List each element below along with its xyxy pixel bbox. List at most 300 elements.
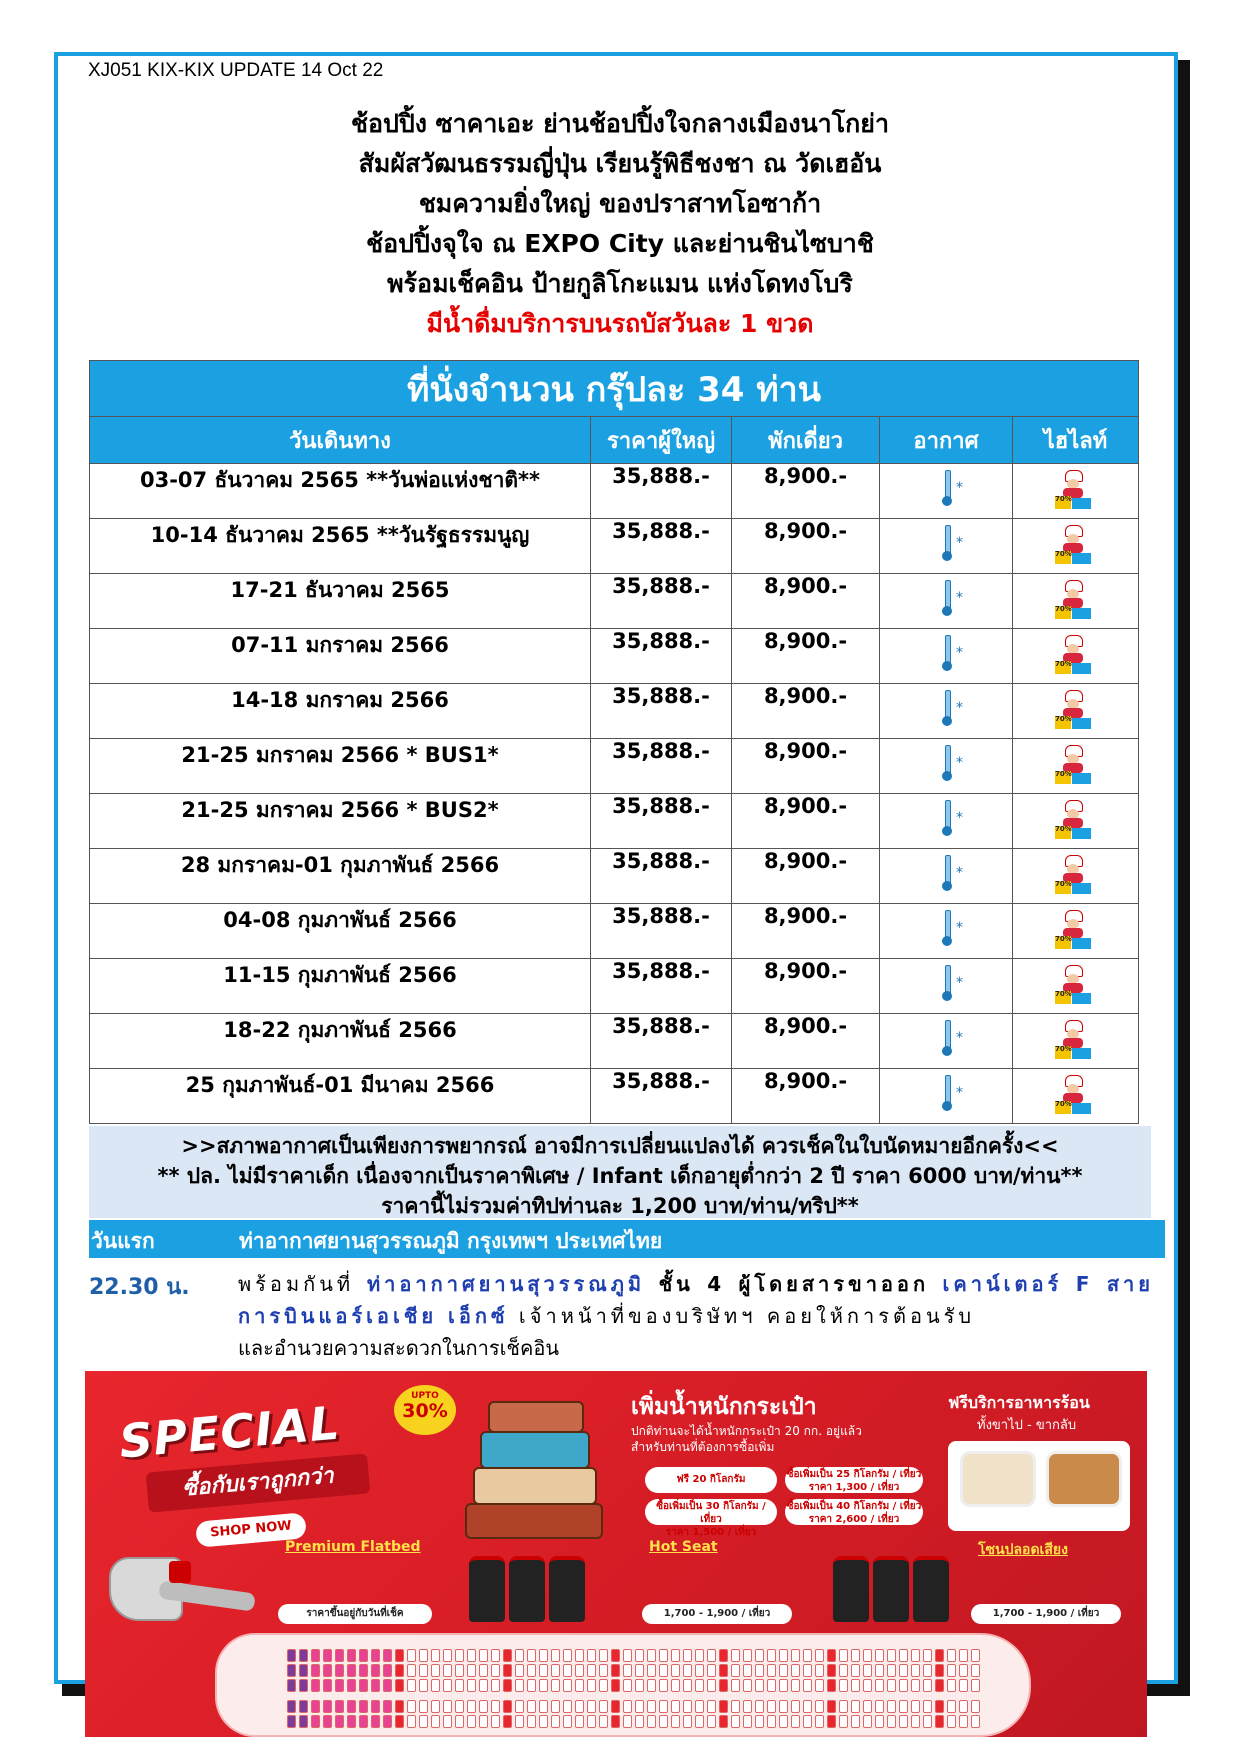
highlight-badge: 70% — [1055, 606, 1071, 619]
snowflake-icon: * — [956, 590, 963, 606]
seat-map-seat — [779, 1700, 788, 1713]
seat-map-seat — [395, 1679, 404, 1692]
highlight-character-icon — [1055, 745, 1091, 785]
suitcase-icon — [465, 1503, 603, 1539]
snowflake-icon: * — [956, 810, 963, 826]
seat-map-seat — [599, 1700, 608, 1713]
seat-map-seat — [947, 1700, 956, 1713]
seat-map-seat — [515, 1700, 524, 1713]
seat-label-hot-seat: Hot Seat — [649, 1539, 718, 1555]
row-travel-date: 28 มกราคม-01 กุมภาพันธ์ 2566 — [90, 849, 591, 904]
highlight-character-icon — [1055, 910, 1091, 950]
seat-map-seat — [419, 1715, 428, 1728]
seat-map-seat — [467, 1715, 476, 1728]
highlight-badge: 70% — [1055, 496, 1071, 509]
row-travel-date: 03-07 ธันวาคม 2565 **วันพ่อแห่งชาติ** — [90, 464, 591, 519]
seat-map-seat — [851, 1664, 860, 1677]
seat-map-seat — [347, 1700, 356, 1713]
row-adult-price: 35,888.- — [591, 574, 732, 629]
row-single-supplement: 8,900.- — [732, 519, 880, 574]
snowflake-icon: * — [956, 1030, 963, 1046]
seat-map-seat — [755, 1715, 764, 1728]
seat-map-seat — [707, 1700, 716, 1713]
seat-map-seat — [959, 1700, 968, 1713]
seat-map-seat — [503, 1715, 512, 1728]
header-weather: อากาศ — [880, 417, 1013, 464]
seat-map-seat — [407, 1715, 416, 1728]
seat-map-seat — [707, 1649, 716, 1662]
seat-map-seat — [875, 1664, 884, 1677]
seat-map-seat — [419, 1679, 428, 1692]
seat-map-seat — [611, 1664, 620, 1677]
desc-airport: ท่าอากาศยานสุวรรณภูมิ — [366, 1272, 646, 1296]
seat-map-seat — [887, 1664, 896, 1677]
seat-map-seat — [707, 1715, 716, 1728]
thermometer-snow-icon — [942, 1075, 952, 1111]
seat-map-seat — [611, 1679, 620, 1692]
day1-label: วันแรก — [91, 1229, 155, 1253]
seat-map-seat — [683, 1715, 692, 1728]
suitcase-icon — [473, 1467, 597, 1505]
row-single-supplement: 8,900.- — [732, 794, 880, 849]
seat-map-seat — [311, 1679, 320, 1692]
seat-map-seat — [779, 1649, 788, 1662]
seat-map-seat — [767, 1715, 776, 1728]
quiet-zone-seat-image — [913, 1556, 949, 1622]
seat-map-seat — [395, 1700, 404, 1713]
banner-subtitle: ซื้อกับเราถูกกว่า — [146, 1453, 371, 1512]
seat-map-seat — [323, 1664, 332, 1677]
row-highlight — [1013, 1069, 1139, 1124]
seat-map-seat — [527, 1649, 536, 1662]
hot-seat-image — [509, 1556, 545, 1622]
seat-map-seat — [875, 1715, 884, 1728]
seat-map-seat — [743, 1649, 752, 1662]
baggage-option-30-label: ซื้อเพิ่มเป็น 30 กิโลกรัม / เที่ยว — [656, 1501, 766, 1525]
seat-map-seat — [443, 1679, 452, 1692]
baggage-option-25-label: ซื้อเพิ่มเป็น 25 กิโลกรัม / เที่ยว — [786, 1469, 922, 1480]
row-weather — [880, 629, 1013, 684]
seat-map-seat — [731, 1664, 740, 1677]
seat-map-seat — [959, 1715, 968, 1728]
seat-map-seat — [503, 1679, 512, 1692]
seat-map-seat — [419, 1649, 428, 1662]
seat-map-seat — [563, 1679, 572, 1692]
seat-map-seat — [575, 1649, 584, 1662]
seat-map-seat — [455, 1664, 464, 1677]
highlight-badge: 70% — [1055, 826, 1071, 839]
seat-map-seat — [527, 1679, 536, 1692]
seat-map-seat — [695, 1715, 704, 1728]
seat-map-seat — [911, 1664, 920, 1677]
seat-map-seat — [311, 1700, 320, 1713]
headline-1: ช้อปปิ้ง ซาคาเอะ ย่านช้อปปิ้งใจกลางเมืองนาโกย่า — [351, 109, 889, 138]
desc-part-1: พร้อมกันที่ — [238, 1272, 367, 1296]
seat-map-seat — [767, 1700, 776, 1713]
seat-map-seat — [635, 1700, 644, 1713]
thermometer-snow-icon — [942, 800, 952, 836]
seat-map-seat — [803, 1679, 812, 1692]
seat-map-seat — [827, 1679, 836, 1692]
seat-map-seat — [923, 1700, 932, 1713]
table-row — [90, 1069, 1139, 1124]
seat-map-seat — [839, 1649, 848, 1662]
seat-map-seat — [563, 1664, 572, 1677]
seat-map-seat — [503, 1649, 512, 1662]
thermometer-snow-icon — [942, 470, 952, 506]
seat-map-seat — [791, 1715, 800, 1728]
seat-map-seat — [803, 1700, 812, 1713]
seat-map-seat — [683, 1664, 692, 1677]
seat-map-seat — [935, 1664, 944, 1677]
seat-map-seat — [491, 1715, 500, 1728]
seat-map-seat — [611, 1649, 620, 1662]
seat-map-seat — [479, 1664, 488, 1677]
row-adult-price: 35,888.- — [591, 1069, 732, 1124]
headline-4: ช้อปปิ้งจุใจ ณ EXPO City และย่านชินไซบาชิ — [366, 229, 874, 258]
seat-map-seat — [659, 1715, 668, 1728]
seat-map-seat — [347, 1649, 356, 1662]
seat-map-seat — [515, 1664, 524, 1677]
seat-map-seat — [455, 1649, 464, 1662]
seat-map-seat — [959, 1649, 968, 1662]
seat-map-seat — [935, 1679, 944, 1692]
seat-map-seat — [863, 1649, 872, 1662]
header-highlight: ไฮไลท์ — [1013, 417, 1139, 464]
thermometer-snow-icon — [942, 745, 952, 781]
snowflake-icon: * — [956, 865, 963, 881]
seat-map-seat — [683, 1700, 692, 1713]
seat-map-seat — [767, 1649, 776, 1662]
baggage-note-line-1: ปกติท่านจะได้น้ำหนักกระเป๋า 20 กก. อยู่แล้ว — [631, 1424, 862, 1438]
table-row — [90, 574, 1139, 629]
row-single-supplement: 8,900.- — [732, 849, 880, 904]
seat-map-seat — [503, 1700, 512, 1713]
row-travel-date: 25 กุมภาพันธ์-01 มีนาคม 2566 — [90, 1069, 591, 1124]
seat-map-seat — [563, 1700, 572, 1713]
baggage-title: เพิ่มน้ำหนักกระเป๋า — [631, 1394, 817, 1420]
row-travel-date: 11-15 กุมภาพันธ์ 2566 — [90, 959, 591, 1014]
highlight-badge: 70% — [1055, 936, 1071, 949]
baggage-option-40 — [785, 1499, 923, 1525]
seat-map-seat — [923, 1715, 932, 1728]
seat-map-seat — [371, 1649, 380, 1662]
seat-map-seat — [467, 1679, 476, 1692]
seat-map-seat — [863, 1664, 872, 1677]
snowflake-icon: * — [956, 755, 963, 771]
note-weather: >>สภาพอากาศเป็นเพียงการพยากรณ์ อาจมีการเปลี่ยนแปลงได้ ควรเช็คในใบนัดหมายอีกครั้ง<< — [181, 1134, 1059, 1158]
seat-map-seat — [467, 1649, 476, 1662]
seat-map-seat — [383, 1679, 392, 1692]
highlight-badge: 70% — [1055, 1101, 1071, 1114]
badge-percent: 30% — [402, 1400, 448, 1422]
seat-map-seat — [467, 1700, 476, 1713]
seat-map-seat — [323, 1679, 332, 1692]
baggage-option-25 — [785, 1467, 923, 1493]
seat-map-seat — [359, 1649, 368, 1662]
table-row — [90, 794, 1139, 849]
row-weather — [880, 904, 1013, 959]
note-child-price: ** ปล. ไม่มีราคาเด็ก เนื่องจากเป็นราคาพิเศษ / Infant เด็กอายุต่ำกว่า 2 ปี ราคา 6000 บาท/ท่าน** — [157, 1164, 1083, 1188]
row-highlight — [1013, 794, 1139, 849]
header-travel-date: วันเดินทาง — [90, 417, 591, 464]
seat-map-seat — [863, 1679, 872, 1692]
snowflake-icon: * — [956, 480, 963, 496]
shop-now-button[interactable]: SHOP NOW — [195, 1512, 307, 1547]
seat-map-seat — [419, 1664, 428, 1677]
table-row — [90, 519, 1139, 574]
seat-map-seat — [707, 1679, 716, 1692]
seat-map-seat — [371, 1700, 380, 1713]
highlight-character-icon — [1055, 1075, 1091, 1115]
highlight-badge: 70% — [1055, 991, 1071, 1004]
seat-map-seat — [755, 1664, 764, 1677]
highlight-character-icon — [1055, 580, 1091, 620]
seat-map-seat — [587, 1664, 596, 1677]
snowflake-icon: * — [956, 700, 963, 716]
seat-map-seat — [359, 1679, 368, 1692]
row-adult-price: 35,888.- — [591, 849, 732, 904]
seat-map-seat — [671, 1700, 680, 1713]
seat-map-seat — [731, 1700, 740, 1713]
seat-map-seat — [827, 1649, 836, 1662]
seat-map-seat — [371, 1679, 380, 1692]
seat-map-seat — [575, 1664, 584, 1677]
row-highlight — [1013, 849, 1139, 904]
row-single-supplement: 8,900.- — [732, 574, 880, 629]
seat-map-seat — [719, 1679, 728, 1692]
day1-header — [89, 1220, 1165, 1258]
seat-map-seat — [587, 1679, 596, 1692]
seat-map-seat — [719, 1649, 728, 1662]
seat-map-seat — [803, 1664, 812, 1677]
seat-map-seat — [335, 1679, 344, 1692]
seat-map-seat — [803, 1715, 812, 1728]
seat-map-seat — [971, 1700, 980, 1713]
seat-map-seat — [491, 1664, 500, 1677]
desc-counter: เคาน์เตอร์ F สายการบินแอร์เอเชีย เอ็กซ์ — [238, 1272, 1154, 1328]
row-travel-date: 21-25 มกราคม 2566 * BUS1* — [90, 739, 591, 794]
seat-map-seat — [503, 1664, 512, 1677]
seat-map-seat — [911, 1715, 920, 1728]
seat-map-seat — [455, 1679, 464, 1692]
seat-map-seat — [479, 1700, 488, 1713]
seat-map-seat — [959, 1679, 968, 1692]
seat-price-premium-flatbed: ราคาขึ้นอยู่กับวันที่เช็ค — [278, 1604, 432, 1624]
seat-map-seat — [563, 1715, 572, 1728]
highlight-badge: 70% — [1055, 881, 1071, 894]
seat-map-seat — [383, 1700, 392, 1713]
seat-map-seat — [347, 1715, 356, 1728]
seat-map-seat — [767, 1664, 776, 1677]
hot-meal-title: ฟรีบริการอาหารร้อน — [948, 1393, 1090, 1412]
highlight-character-icon — [1055, 965, 1091, 1005]
seat-map-seat — [815, 1649, 824, 1662]
seat-map-seat — [347, 1679, 356, 1692]
seat-map-seat — [875, 1700, 884, 1713]
seat-map-seat — [911, 1649, 920, 1662]
seat-map-seat — [695, 1649, 704, 1662]
seat-map-seat — [839, 1700, 848, 1713]
table-row — [90, 464, 1139, 519]
thermometer-snow-icon — [942, 1020, 952, 1056]
seat-map-seat — [815, 1664, 824, 1677]
hot-meal-subtitle: ทั้งขาไป - ขากลับ — [977, 1418, 1077, 1433]
seat-map-seat — [887, 1649, 896, 1662]
seat-map-seat — [911, 1679, 920, 1692]
row-adult-price: 35,888.- — [591, 959, 732, 1014]
table-row — [90, 849, 1139, 904]
seat-map-seat — [743, 1715, 752, 1728]
seat-map-seat — [431, 1700, 440, 1713]
seat-map-seat — [527, 1664, 536, 1677]
row-weather — [880, 959, 1013, 1014]
highlight-character-icon — [1055, 470, 1091, 510]
seat-map-seat — [395, 1664, 404, 1677]
aircraft-seat-map — [215, 1633, 1031, 1737]
seat-map-seat — [551, 1649, 560, 1662]
seat-map-seat — [707, 1664, 716, 1677]
seat-map-seat — [899, 1715, 908, 1728]
row-weather — [880, 1069, 1013, 1124]
seat-map-seat — [335, 1700, 344, 1713]
seat-map-seat — [743, 1700, 752, 1713]
baggage-option-30-price: ราคา 1,500 / เที่ยว — [665, 1527, 757, 1538]
note-tip: ราคานี้ไม่รวมค่าทิปท่านละ 1,200 บาท/ท่าน/ทริป** — [381, 1194, 859, 1218]
row-single-supplement: 8,900.- — [732, 464, 880, 519]
highlight-character-icon — [1055, 1020, 1091, 1060]
highlight-badge: 70% — [1055, 1046, 1071, 1059]
snowflake-icon: * — [956, 1085, 963, 1101]
seat-map-seat — [923, 1664, 932, 1677]
thermometer-snow-icon — [942, 525, 952, 561]
table-row — [90, 1014, 1139, 1069]
seat-map-seat — [635, 1649, 644, 1662]
hot-meal-card — [948, 1441, 1130, 1531]
seat-map-seat — [947, 1715, 956, 1728]
baggage-option-40-price: ราคา 2,600 / เที่ยว — [808, 1514, 900, 1525]
seat-map-seat — [647, 1679, 656, 1692]
baggage-option-free: ฟรี 20 กิโลกรัม — [645, 1467, 777, 1493]
seat-map-seat — [935, 1715, 944, 1728]
seat-map-seat — [347, 1664, 356, 1677]
seat-map-seat — [407, 1649, 416, 1662]
seat-map-seat — [383, 1649, 392, 1662]
row-adult-price: 35,888.- — [591, 519, 732, 574]
seat-map-seat — [431, 1715, 440, 1728]
seat-map-seat — [839, 1715, 848, 1728]
seat-map-seat — [623, 1715, 632, 1728]
airline-promo-banner — [85, 1371, 1147, 1737]
seat-map-seat — [587, 1715, 596, 1728]
seat-map-seat — [479, 1649, 488, 1662]
seat-map-seat — [923, 1679, 932, 1692]
row-weather — [880, 739, 1013, 794]
seat-map-seat — [623, 1649, 632, 1662]
seat-map-seat — [491, 1700, 500, 1713]
seat-map-seat — [563, 1649, 572, 1662]
seat-map-seat — [539, 1649, 548, 1662]
seat-map-seat — [623, 1679, 632, 1692]
seat-map-seat — [947, 1664, 956, 1677]
row-adult-price: 35,888.- — [591, 629, 732, 684]
seat-map-seat — [839, 1664, 848, 1677]
highlight-character-icon — [1055, 690, 1091, 730]
premium-flatbed-seat-image — [99, 1547, 259, 1627]
snowflake-icon: * — [956, 920, 963, 936]
row-adult-price: 35,888.- — [591, 904, 732, 959]
seat-map-seat — [323, 1715, 332, 1728]
seat-map-seat — [635, 1715, 644, 1728]
seat-map-seat — [311, 1715, 320, 1728]
seat-map-seat — [863, 1700, 872, 1713]
seat-map-seat — [791, 1649, 800, 1662]
seat-map-seat — [371, 1715, 380, 1728]
seat-map-seat — [575, 1715, 584, 1728]
seat-map-seat — [791, 1700, 800, 1713]
seat-map-seat — [599, 1715, 608, 1728]
row-travel-date: 21-25 มกราคม 2566 * BUS2* — [90, 794, 591, 849]
seat-map-seat — [935, 1700, 944, 1713]
row-highlight — [1013, 1014, 1139, 1069]
seat-map-seat — [419, 1700, 428, 1713]
highlight-character-icon — [1055, 855, 1091, 895]
seat-map-seat — [827, 1715, 836, 1728]
seat-map-seat — [899, 1664, 908, 1677]
row-single-supplement: 8,900.- — [732, 629, 880, 684]
seat-map-seat — [779, 1664, 788, 1677]
seat-map-seat — [875, 1679, 884, 1692]
row-travel-date: 04-08 กุมภาพันธ์ 2566 — [90, 904, 591, 959]
seat-map-seat — [515, 1715, 524, 1728]
row-weather — [880, 794, 1013, 849]
seat-map-seat — [971, 1715, 980, 1728]
seat-map-seat — [455, 1715, 464, 1728]
row-highlight — [1013, 904, 1139, 959]
seat-map-seat — [395, 1715, 404, 1728]
discount-badge — [394, 1385, 456, 1435]
thermometer-snow-icon — [942, 690, 952, 726]
seat-map-seat — [719, 1700, 728, 1713]
headline-3: ชมความยิ่งใหญ่ ของปราสาทโอซาก้า — [418, 189, 822, 218]
seat-map-seat — [299, 1700, 308, 1713]
seat-map-seat — [683, 1649, 692, 1662]
seat-map-seat — [431, 1664, 440, 1677]
seat-map-seat — [887, 1679, 896, 1692]
seat-map-seat — [599, 1679, 608, 1692]
seat-map-seat — [719, 1715, 728, 1728]
row-single-supplement: 8,900.- — [732, 959, 880, 1014]
highlight-character-icon — [1055, 525, 1091, 565]
seat-map-seat — [863, 1715, 872, 1728]
seat-map-seat — [551, 1664, 560, 1677]
seat-map-seat — [875, 1649, 884, 1662]
seat-map-seat — [827, 1700, 836, 1713]
seat-map-seat — [827, 1664, 836, 1677]
highlight-character-icon — [1055, 800, 1091, 840]
row-highlight — [1013, 574, 1139, 629]
baggage-option-30 — [645, 1499, 777, 1538]
seat-map-seat — [587, 1649, 596, 1662]
desc-part-2: ชั้น 4 ผู้โดยสารขาออก — [645, 1272, 943, 1296]
seat-map-seat — [323, 1649, 332, 1662]
meal-image — [1046, 1451, 1122, 1507]
seat-map-seat — [899, 1679, 908, 1692]
row-travel-date: 18-22 กุมภาพันธ์ 2566 — [90, 1014, 591, 1069]
badge-upto: UPTO — [411, 1391, 439, 1401]
headline-5: พร้อมเช็คอิน ป้ายกูลิโกะแมน แห่งโดทงโบริ — [387, 269, 853, 298]
row-highlight — [1013, 519, 1139, 574]
